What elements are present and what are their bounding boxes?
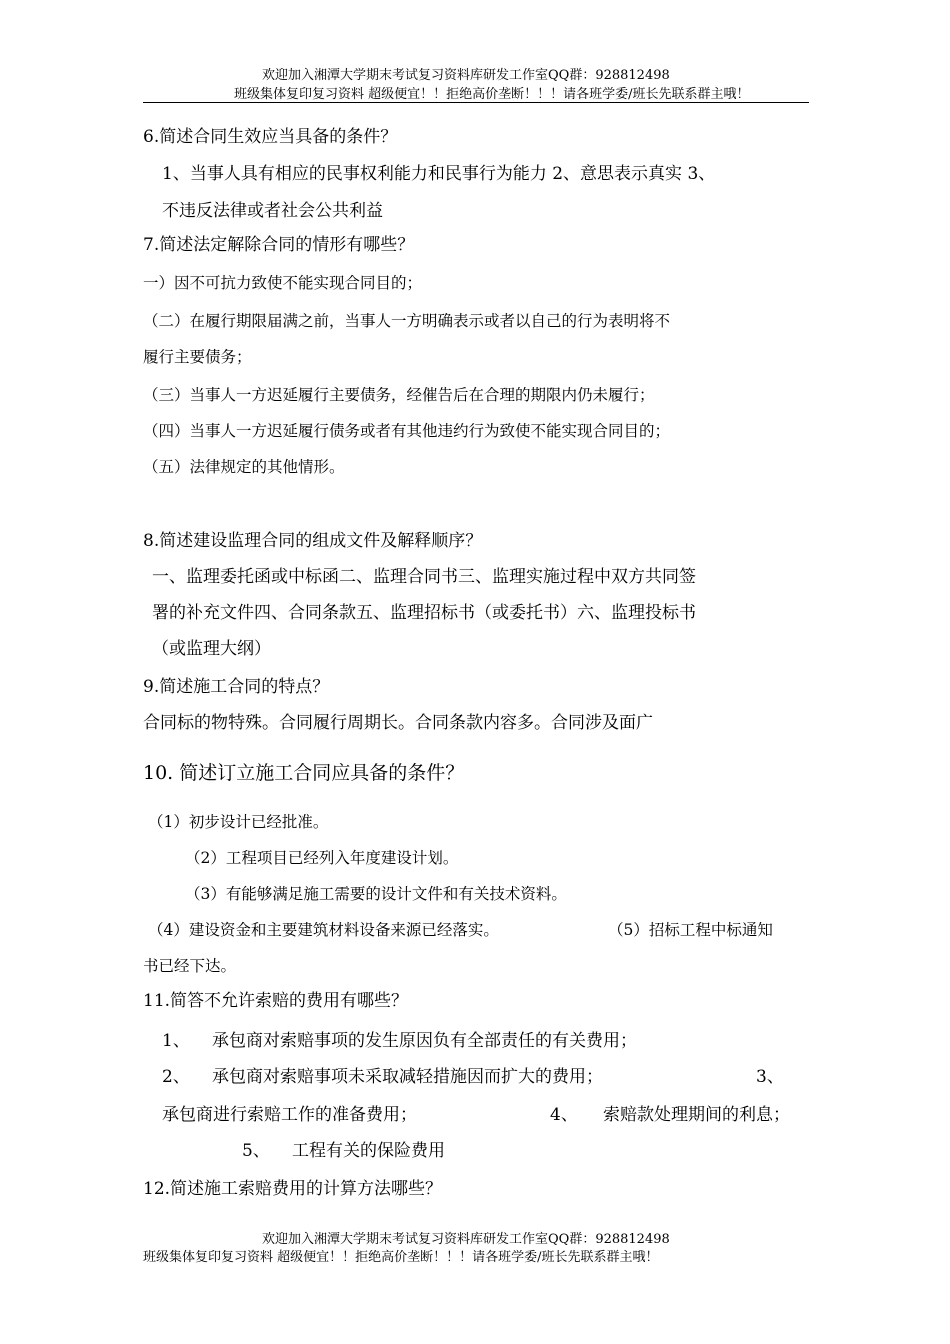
answer-7-line-3: 履行主要债务； [143,348,252,366]
answer-11-item-1-number: 1、 [162,1031,190,1051]
answer-11-item-4-number: 4、 [550,1105,578,1125]
header-divider [143,102,809,103]
answer-10-line-4b: （5）招标工程中标通知 [608,921,773,939]
answer-11-item-2: 承包商对索赔事项未采取减轻措施因而扩大的费用； [212,1067,603,1087]
answer-11-item-4: 索赔款处理期间的利息； [603,1105,790,1125]
answer-11-item-5: 工程有关的保险费用 [292,1141,445,1161]
answer-10-line-5: 书已经下达。 [143,957,237,975]
question-6: 6.简述合同生效应当具备的条件？ [143,127,398,147]
answer-7-line-2: （二）在履行期限届满之前，当事人一方明确表示或者以自己的行为表明将不 [143,312,671,330]
answer-8-line-2: 署的补充文件四、合同条款五、监理招标书（或委托书）六、监理投标书 [152,603,696,623]
answer-10-line-4: （4）建设资金和主要建筑材料设备来源已经落实。 [148,921,499,939]
answer-7-line-6: （五）法律规定的其他情形。 [143,458,345,476]
answer-8-line-1: 一、监理委托函或中标函二、监理合同书三、监理实施过程中双方共同签 [152,567,696,587]
question-9: 9.简述施工合同的特点？ [143,677,330,697]
answer-11-item-3-number: 3、 [756,1067,784,1087]
answer-11-item-3: 承包商进行索赔工作的准备费用； [162,1105,417,1125]
header-line-1: 欢迎加入湘潭大学期末考试复习资料库研发工作室QQ群：928812498 [262,68,670,83]
answer-10-line-3: （3）有能够满足施工需要的设计文件和有关技术资料。 [185,885,567,903]
footer-line-1: 欢迎加入湘潭大学期末考试复习资料库研发工作室QQ群：928812498 [262,1232,670,1247]
answer-8-line-3: （或监理大纲） [152,639,271,659]
answer-6-line-1: 1、当事人具有相应的民事权利能力和民事行为能力 2、意思表示真实 3、 [162,164,716,184]
answer-11-item-2-number: 2、 [162,1067,190,1087]
answer-7-line-5: （四）当事人一方迟延履行债务或者有其他违约行为致使不能实现合同目的； [143,422,671,440]
answer-9-line-1: 合同标的物特殊。合同履行周期长。合同条款内容多。合同涉及面广 [143,713,653,733]
answer-7-line-4: （三）当事人一方迟延履行主要债务，经催告后在合理的期限内仍未履行； [143,386,655,404]
answer-11-item-1: 承包商对索赔事项的发生原因负有全部责任的有关费用； [212,1031,637,1051]
footer-line-2: 班级集体复印复习资料 超级便宜！！拒绝高价垄断！！！请各班学委/班长先联系群主哦！ [143,1250,659,1265]
question-12: 12.简述施工索赔费用的计算方法哪些？ [143,1179,443,1199]
answer-11-item-5-number: 5、 [242,1141,270,1161]
answer-10-line-1: （1）初步设计已经批准。 [148,813,329,831]
question-8: 8.简述建设监理合同的组成文件及解释顺序？ [143,531,483,551]
answer-6-line-2: 不违反法律或者社会公共利益 [162,201,383,221]
question-11: 11.简答不允许索赔的费用有哪些？ [143,991,409,1011]
question-10: 10. 简述订立施工合同应具备的条件？ [143,762,465,784]
answer-7-line-1: 一）因不可抗力致使不能实现合同目的； [143,274,423,292]
question-7: 7.简述法定解除合同的情形有哪些？ [143,235,415,255]
header-line-2: 班级集体复印复习资料 超级便宜！！拒绝高价垄断！！！请各班学委/班长先联系群主哦！ [234,87,750,102]
answer-10-line-2: （2）工程项目已经列入年度建设计划。 [185,849,459,867]
